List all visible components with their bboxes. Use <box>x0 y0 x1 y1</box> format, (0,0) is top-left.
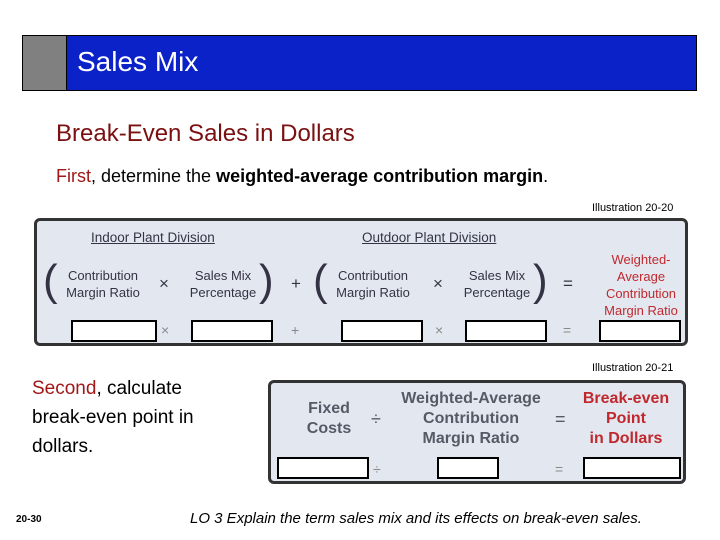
equals-operator: = <box>563 274 573 293</box>
input-blank <box>277 457 369 479</box>
equals-operator: = <box>555 409 566 429</box>
blank-operator: × <box>161 322 170 338</box>
input-blank <box>437 457 499 479</box>
learning-objective-footer: LO 3 Explain the term sales mix and its effects on break-even sales. <box>190 510 642 527</box>
step-two-line-1: , calculate <box>96 378 182 399</box>
open-paren-2: ( <box>313 256 328 305</box>
input-blank <box>191 320 273 342</box>
fixed-costs-label: Fixed Costs <box>306 400 352 437</box>
input-blank <box>71 320 157 342</box>
indoor-cm-ratio-label: Contribution Margin Ratio <box>66 268 140 300</box>
step-two-lead: Second <box>32 378 97 399</box>
step-one-text <box>56 166 548 187</box>
slide-title: Sales Mix <box>77 46 199 77</box>
blank-operator: × <box>435 322 444 338</box>
page-number: 20-30 <box>16 514 42 525</box>
open-paren-1: ( <box>43 256 58 305</box>
outdoor-cm-ratio-label: Contribution Margin Ratio <box>336 268 410 300</box>
slide-heading: Break-Even Sales in Dollars <box>56 120 355 147</box>
close-paren-2: ) <box>533 256 548 305</box>
indoor-division-title: Indoor Plant Division <box>91 230 215 245</box>
wa-cm-ratio-label: Weighted-Average Contribution Margin Ratio <box>401 390 541 447</box>
step-one-lead: First <box>56 166 91 186</box>
step-two-line-3: dollars. <box>32 436 94 457</box>
step-two-line-2: break-even point in <box>32 407 194 428</box>
input-blank <box>583 457 681 479</box>
illustration-label-1: Illustration 20-20 <box>592 202 674 214</box>
illustration-label-2: Illustration 20-21 <box>592 362 674 374</box>
times-operator: × <box>159 274 169 293</box>
title-bar <box>22 35 697 91</box>
blank-operator: = <box>555 461 564 477</box>
weighted-average-formula-box <box>34 218 688 346</box>
outdoor-mix-label: Sales Mix Percentage <box>463 268 531 300</box>
close-paren-1: ) <box>259 256 274 305</box>
step-one-bold: weighted-average contribution margin <box>216 166 544 186</box>
times-operator: × <box>433 274 443 293</box>
weighted-average-result-label: Weighted- Average Contribution Margin Ratio <box>604 252 678 318</box>
blank-operator: ÷ <box>373 461 381 477</box>
blank-operator: + <box>291 322 300 338</box>
input-blank <box>599 320 681 342</box>
break-even-result-label: Break-even Point in Dollars <box>582 390 670 447</box>
outdoor-division-title: Outdoor Plant Division <box>362 230 497 245</box>
step-one-text-b: . <box>543 166 549 186</box>
break-even-formula-box <box>268 380 686 484</box>
plus-operator: + <box>291 274 301 293</box>
blank-operator: = <box>563 322 572 338</box>
input-blank <box>341 320 423 342</box>
indoor-mix-label: Sales Mix Percentage <box>189 268 257 300</box>
step-one-text-a: , determine the <box>91 166 217 186</box>
input-blank <box>465 320 547 342</box>
title-bar-accent <box>23 36 67 90</box>
divide-operator: ÷ <box>371 409 381 429</box>
step-two-text <box>32 374 194 461</box>
